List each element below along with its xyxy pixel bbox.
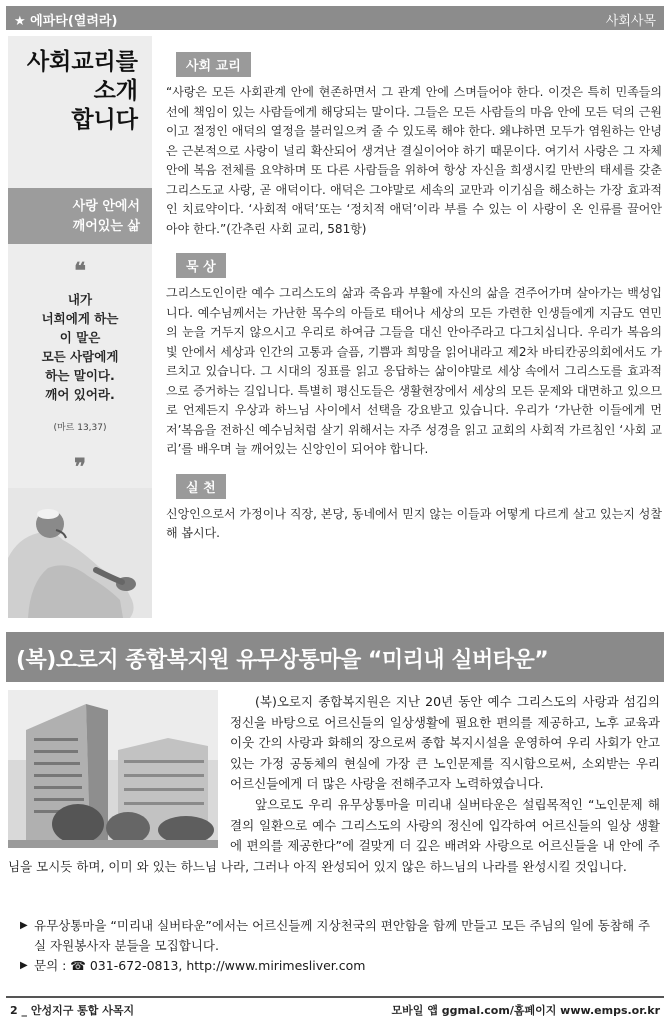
quote-line: 모든 사람에게 xyxy=(41,349,119,364)
quote-line: 이 말은 xyxy=(59,330,101,345)
meditation-text: 그리스도인이란 예수 그리스도의 삶과 죽음과 부활에 자신의 삶을 견주어가며 살아가는 백성입니다. 예수님께서는 가난한 목수의 아들로 태어나 세상의 모든 가련한 인생들에게 지금도 연민의 눈을 거두지 않으시고 우리로 하여금 그들을 대신 안아주라고 다그치십니다. 우리가 복음의 빛 안에서 세상과 인간의 고통과 슬픔, 기쁨과 희망을 읽어내라고 제2차 바티칸공의회에서도 가르치고 있습니다. 그 시대의 징표를 읽고 응답하는 삶이야말로 세상 속에서 그리스도를 효과적으로 증거하는 길입니다. 특별히 평신도들은 생활현장에서 세상의 모든 문제와 대면하고 있으므로 언제든지 우상과 하느님 사이에서 선택을 강요받고 있습니다. 우리가 ‘가난한 이들에게 먼저’복음을 전하신 예수님처럼 살기 위해서는 자주 성경을 읽고 교회의 사회적 가르침인 ‘사회 교리’를 배우며 늘 깨어있는 신앙인이 되어야 합니다. xyxy=(166,286,662,456)
quote-line: 내가 xyxy=(67,292,93,307)
sidebar xyxy=(8,36,152,618)
triangle-bullet-icon: ▶ xyxy=(20,960,28,971)
section-label-practice: 실 천 xyxy=(176,474,226,499)
theme-line: 깨어있는 삶 xyxy=(72,219,140,234)
footer-divider xyxy=(6,996,664,998)
quote-line: 깨어 있어라. xyxy=(45,387,115,402)
category-label: 사회사목 xyxy=(605,14,656,29)
sidebar-title-line: 사회교리를 xyxy=(26,49,138,75)
triangle-bullet-icon: ▶ xyxy=(20,920,28,931)
social-teaching-text: “사랑은 모든 사회관계 안에 현존하면서 그 관계 안에 스며들어야 한다. 이것은 특히 민족들의 선에 책임이 있는 사람들에게 해당되는 말이다. 그들은 모든 사람들의 마음 안에 모든 덕의 근원이고 절정인 애덕의 열정을 불러일으켜 줄 수 있도록 해야 한다. 왜냐하면 모두가 염원하는 안녕은 근본적으로 사랑이 널리 확산되어 생겨난 결실이어야 하기 때문이다. 여기서 사랑은 그 자체 안에 복음 전체를 요약하며 또 다른 사람들을 위하여 항상 자신을 희생시킬 만반의 태세를 갖춘 그리스도교 사랑, 곧 애덕이다. 애덕은 그야말로 세속의 교만과 이기심을 해소하는 가장 효과적인 치료약이다. ‘사회적 애덕’또는 ‘정치적 애덕’이라 부를 수 있는 이 사랑이 온 인류를 끌어안아야 한다.”(간추린 사회 교리, 581항) xyxy=(166,85,662,236)
quote-line: 너희에게 하는 xyxy=(41,311,119,326)
quote-reference: (마르 13,37) xyxy=(53,423,107,433)
main-column xyxy=(166,36,662,544)
quote-open-icon: ❝ xyxy=(74,258,86,284)
section-title: ★ 에파타(열려라) xyxy=(14,14,118,29)
website-info: 모바일 앱 ggmal.com/홈페이지 www.emps.or.kr xyxy=(391,1004,660,1017)
sidebar-title-line: 합니다 xyxy=(71,107,138,133)
contact-text: 문의 : ☎ 031-672-0813, http://www.mirimesliver.com xyxy=(34,958,366,973)
notice-item-volunteers xyxy=(20,916,660,956)
article-body xyxy=(8,692,660,877)
notice-text: 유무상통마을 “미리내 실버타운”에서는 어르신들께 지상천국의 편안함을 함께 만들고 모든 주님의 일에 동참해 주실 자원봉사자 분들을 모집합니다. xyxy=(34,918,651,953)
notice-item-contact xyxy=(20,956,660,976)
quote-close-icon: ❞ xyxy=(74,454,86,480)
section-header-bar xyxy=(6,6,664,30)
sidebar-title xyxy=(27,48,138,135)
notice-list xyxy=(20,916,660,976)
practice-text: 신앙인으로서 가정이나 직장, 본당, 동네에서 믿지 않는 이들과 어떻게 다르게 살고 있는지 성찰해 봅시다. xyxy=(166,506,662,540)
article-paragraph-2: 앞으로도 우리 유무상통마을 미리내 실버타운은 설립목적인 “노인문제 해결의 일환으로 예수 그리스도의 사랑의 정신에 입각하여 어르신들의 일상 생활에 편의를 제공한다”에 걸맞게 더 깊은 배려와 사랑으로 어르신들을 내 안에 주님을 모시듯 하며, 이미 와 있는 하느님 나라, 그러나 아직 완성되어 있지 않은 하느님의 나라를 완성시킬 것입니다. xyxy=(8,796,660,874)
article-paragraph-1: (복)오로지 종합복지원은 지난 20년 동안 예수 그리스도의 사랑과 섬김의 정신을 바탕으로 어르신들의 일상생활에 필요한 편의를 제공하고, 노후 교육과 이웃 간의 사랑과 화해의 장으로써 종합 복지시설을 운영하여 우리 사회가 안고 있는 가정 공동체의 현실에 가장 큰 노인문제를 직시함으로써, 소외받는 우리 어르신들에게 더 많은 사랑을 전해주고자 노력하였습니다. xyxy=(230,694,660,792)
theme-line: 사랑 안에서 xyxy=(72,199,140,214)
scripture-quote xyxy=(8,290,152,404)
section-label-social-teaching: 사회 교리 xyxy=(176,52,251,77)
sidebar-theme-band xyxy=(8,188,152,244)
article-headline: (복)오로지 종합복지원 유무상통마을 “미리내 실버타운” xyxy=(6,632,664,682)
sidebar-title-line: 소개 xyxy=(93,78,138,104)
praying-pope-photo xyxy=(8,488,152,618)
section-label-meditation: 묵 상 xyxy=(176,253,226,278)
page-number-label: 2 _ 안성지구 통합 사목지 xyxy=(10,1004,135,1017)
quote-line: 하는 말이다. xyxy=(45,368,115,383)
